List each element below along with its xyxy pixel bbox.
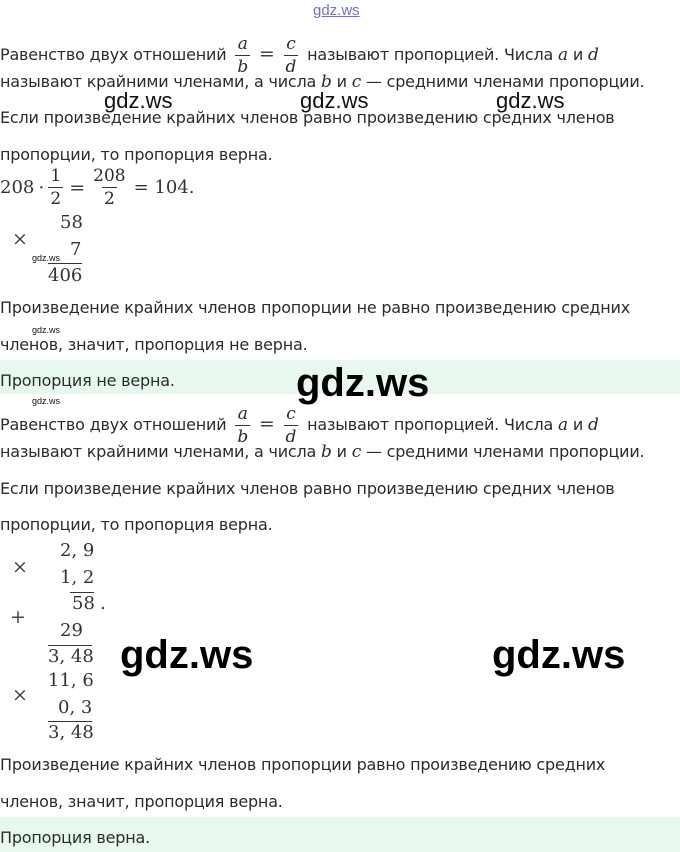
- mult-rule: [48, 263, 82, 264]
- conclusion-line-1: Произведение крайних членов пропорции равно произведению средних: [0, 755, 606, 774]
- fraction-c-d: [284, 34, 299, 77]
- var-a-inline: a: [558, 45, 568, 65]
- and-text: и: [572, 415, 584, 434]
- var-a-inline: a: [558, 415, 568, 435]
- times-sign: ×: [12, 684, 28, 706]
- equals-sign: =: [258, 43, 275, 65]
- conclusion-line-2: членов, значит, пропорция не верна.: [0, 335, 308, 354]
- mult2-result: 3, 48: [48, 722, 94, 743]
- watermark: gdz.ws: [496, 88, 565, 113]
- dot-operator: ·: [38, 176, 45, 199]
- conclusion-line-2: членов, значит, пропорция верна.: [0, 792, 283, 811]
- mult-top: 58: [60, 212, 83, 233]
- plus-sign: +: [10, 606, 26, 628]
- watermark-big: gdz.ws: [296, 361, 430, 405]
- definition-text-a: Равенство двух отношений: [0, 45, 227, 64]
- fraction-a-b: [235, 34, 250, 77]
- watermark-big: gdz.ws: [120, 633, 254, 677]
- watermark: gdz.ws: [104, 88, 173, 113]
- mult1-top: 2, 9: [60, 540, 95, 561]
- var-d: d: [285, 57, 297, 77]
- var-c: c: [286, 404, 296, 424]
- var-c: c: [286, 34, 296, 54]
- var-c-inline: c: [351, 72, 362, 92]
- partial-29: 29: [60, 620, 83, 641]
- rule-line-1: Если произведение крайних членов равно произведению средних членов: [0, 479, 615, 498]
- var-b: b: [237, 427, 249, 447]
- denominator: 2: [103, 189, 115, 209]
- mult1-bottom: 1, 2: [60, 567, 95, 588]
- definition-line-1: [0, 404, 599, 447]
- times-sign: ×: [12, 228, 28, 250]
- watermark-small: gdz.ws: [32, 325, 61, 335]
- fraction-1-2: [48, 166, 63, 209]
- conclusion-line-1: Произведение крайних членов пропорции не равно произведению средних: [0, 298, 630, 317]
- watermark-small: gdz.ws: [32, 396, 61, 406]
- numerator: 1: [50, 166, 62, 186]
- rule-line-2: пропорции, то пропорция верна.: [0, 145, 273, 164]
- definition-line2-b: — средними членами пропорции.: [365, 72, 645, 91]
- denominator: 2: [50, 189, 62, 209]
- answer-text: Пропорция верна.: [0, 828, 150, 847]
- rule-line-2: пропорции, то пропорция верна.: [0, 515, 273, 534]
- and-text: и: [336, 72, 347, 91]
- and-text: и: [572, 45, 584, 64]
- mult2-top: 11, 6: [48, 670, 94, 691]
- var-b-inline: b: [321, 72, 332, 92]
- watermark-big: gdz.ws: [492, 633, 626, 677]
- var-d: d: [285, 427, 297, 447]
- mult-bottom: 7: [70, 239, 82, 260]
- definition-text-b: называют пропорцией. Числа: [307, 45, 554, 64]
- calc-result: = 104.: [133, 177, 195, 198]
- fraction-c-d: [284, 404, 299, 447]
- var-c-inline: c: [351, 442, 362, 462]
- times-sign: ×: [12, 556, 28, 578]
- definition-line2-a: называют крайними членами, а числа: [0, 442, 317, 461]
- partial-58: 58: [72, 593, 95, 614]
- answer-text: Пропорция не верна.: [0, 371, 175, 390]
- and-text: и: [336, 442, 347, 461]
- watermark-small: gdz.ws: [32, 253, 61, 263]
- definition-text-a: Равенство двух отношений: [0, 415, 227, 434]
- calculation-line: [0, 166, 195, 209]
- mult2-bottom: 0, 3: [58, 697, 93, 718]
- sum-result: 3, 48: [48, 646, 94, 667]
- mult-result: 406: [48, 265, 83, 286]
- fraction-a-b: [235, 404, 250, 447]
- var-a: a: [237, 404, 248, 424]
- definition-line2-a: называют крайними членами, а числа: [0, 72, 317, 91]
- definition-text-b: называют пропорцией. Числа: [307, 415, 554, 434]
- var-b: b: [237, 57, 249, 77]
- rule-line-1: Если произведение крайних членов равно произведению средних членов: [0, 108, 615, 127]
- number-208: 208: [0, 177, 35, 198]
- partial-dot: .: [100, 593, 106, 614]
- definition-line-2: [0, 442, 644, 462]
- watermark: gdz.ws: [300, 88, 369, 113]
- definition-line2-b: — средними членами пропорции.: [365, 442, 645, 461]
- equals-sign: =: [258, 413, 275, 435]
- numerator: 208: [93, 166, 126, 186]
- watermark-top: gdz.ws: [313, 2, 360, 19]
- var-d-inline: d: [587, 45, 599, 65]
- var-b-inline: b: [321, 442, 332, 462]
- var-a: a: [237, 34, 248, 54]
- var-d-inline: d: [587, 415, 599, 435]
- equals-sign: =: [69, 176, 86, 199]
- fraction-208-2: [91, 166, 127, 209]
- definition-line-1: [0, 34, 599, 77]
